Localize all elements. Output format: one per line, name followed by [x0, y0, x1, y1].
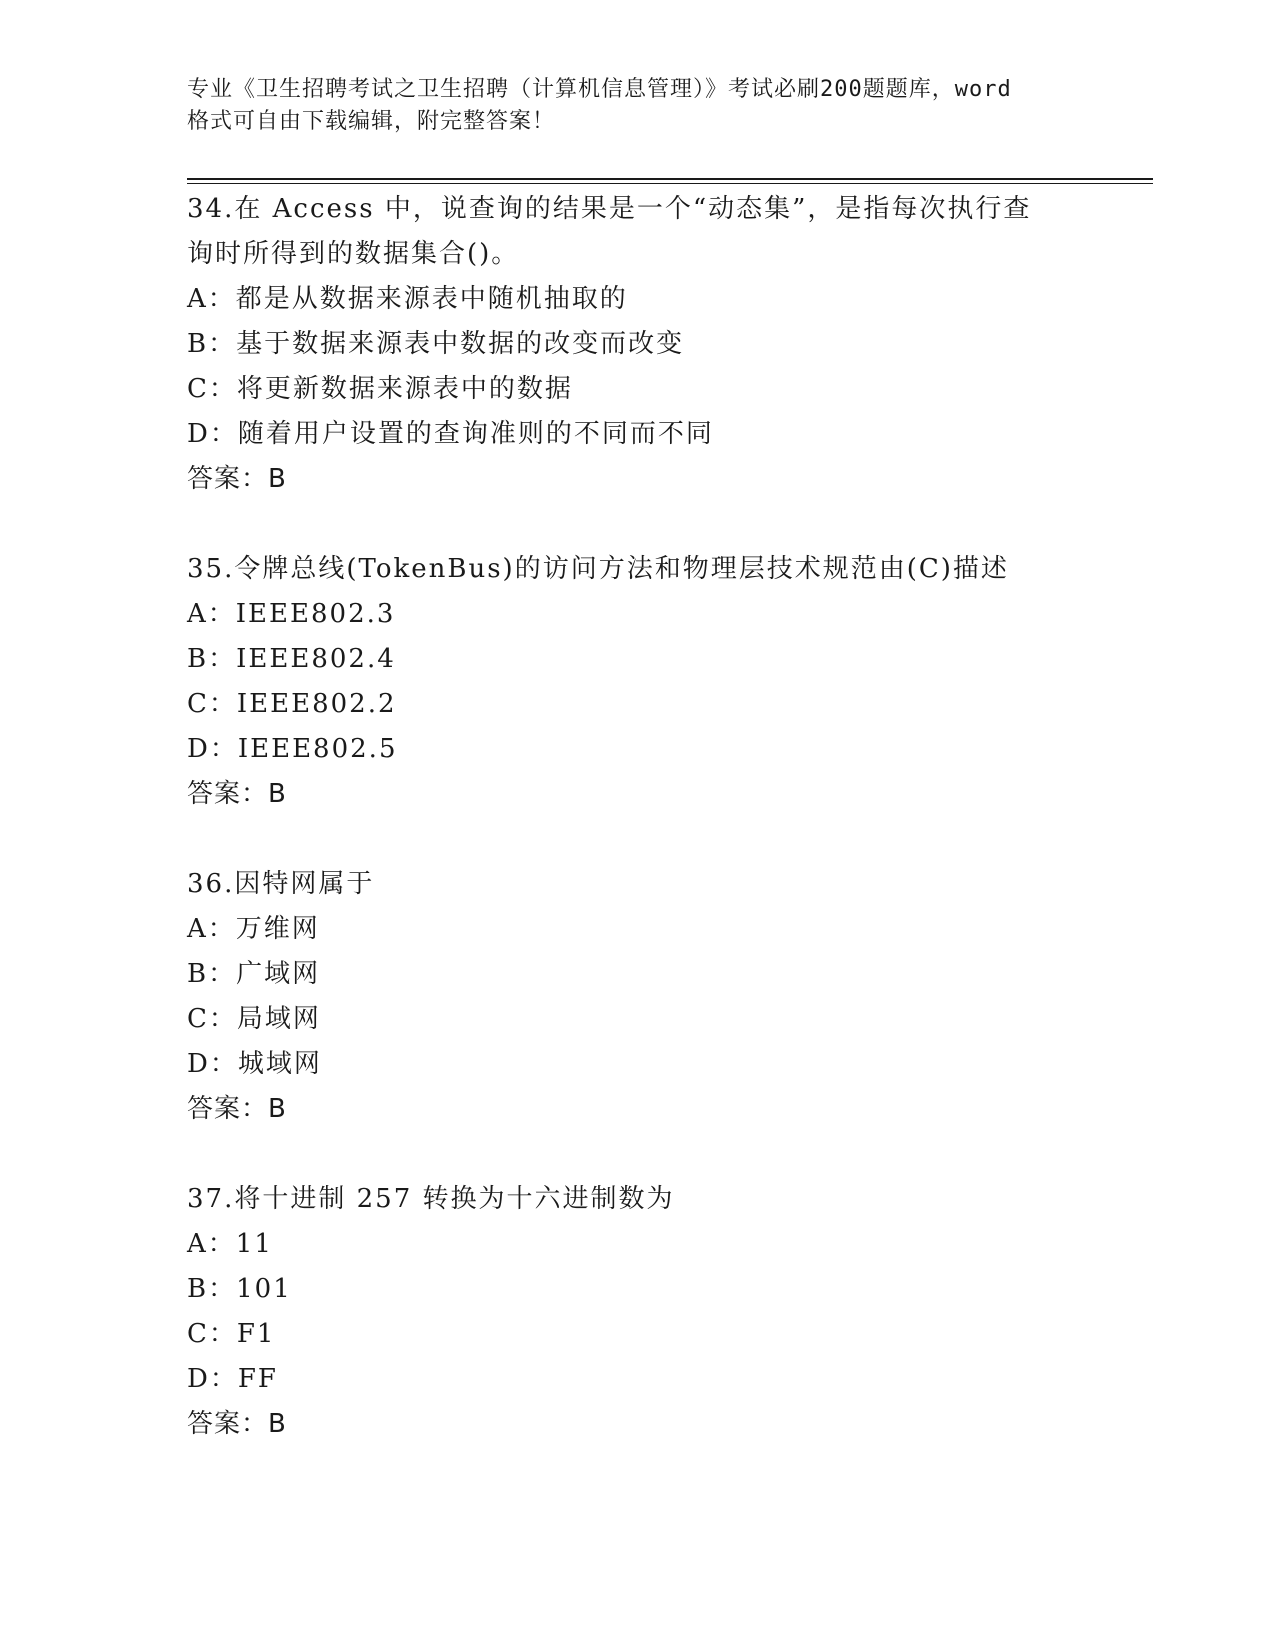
question-list	[187, 187, 1147, 1492]
option-a: A：万维网	[187, 914, 320, 944]
option-c: C：局域网	[187, 1004, 321, 1034]
option-d: D：FF	[187, 1364, 278, 1394]
header-line-1: 专业《卫生招聘考试之卫生招聘（计算机信息管理）》考试必刷200题题库，word	[187, 77, 1012, 102]
question-text-line: 35.令牌总线(TokenBus)的访问方法和物理层技术规范由(C)描述	[187, 554, 1009, 584]
option-b: B：IEEE802.4	[187, 644, 396, 674]
header-line-2: 格式可自由下载编辑，附完整答案！	[187, 109, 556, 134]
answer: 答案：B	[187, 464, 287, 494]
option-a: A：都是从数据来源表中随机抽取的	[187, 284, 628, 314]
option-b: B：广域网	[187, 959, 321, 989]
option-a: A：IEEE802.3	[187, 599, 396, 629]
question-34	[187, 187, 1147, 502]
option-c: C：F1	[187, 1319, 276, 1349]
option-c: C：IEEE802.2	[187, 689, 397, 719]
answer: 答案：B	[187, 1094, 287, 1124]
header-divider-thick	[187, 178, 1153, 180]
answer: 答案：B	[187, 1409, 287, 1439]
question-text-line: 36.因特网属于	[187, 869, 375, 899]
option-a: A：11	[187, 1229, 273, 1259]
question-35	[187, 547, 1147, 817]
question-text-line: 询时所得到的数据集合()。	[187, 239, 520, 269]
option-d: D：城域网	[187, 1049, 322, 1079]
answer: 答案：B	[187, 779, 287, 809]
option-d: D：随着用户设置的查询准则的不同而不同	[187, 419, 714, 449]
document-header	[187, 74, 1087, 138]
option-b: B：基于数据来源表中数据的改变而改变	[187, 329, 685, 359]
question-36	[187, 862, 1147, 1132]
question-text-line: 37.将十进制 257 转换为十六进制数为	[187, 1184, 675, 1214]
question-text-line: 34.在 Access 中，说查询的结果是一个“动态集”，是指每次执行查	[187, 194, 1032, 224]
option-c: C：将更新数据来源表中的数据	[187, 374, 573, 404]
question-37	[187, 1177, 1147, 1447]
header-divider-thin	[187, 183, 1153, 184]
option-d: D：IEEE802.5	[187, 734, 398, 764]
option-b: B：101	[187, 1274, 292, 1304]
